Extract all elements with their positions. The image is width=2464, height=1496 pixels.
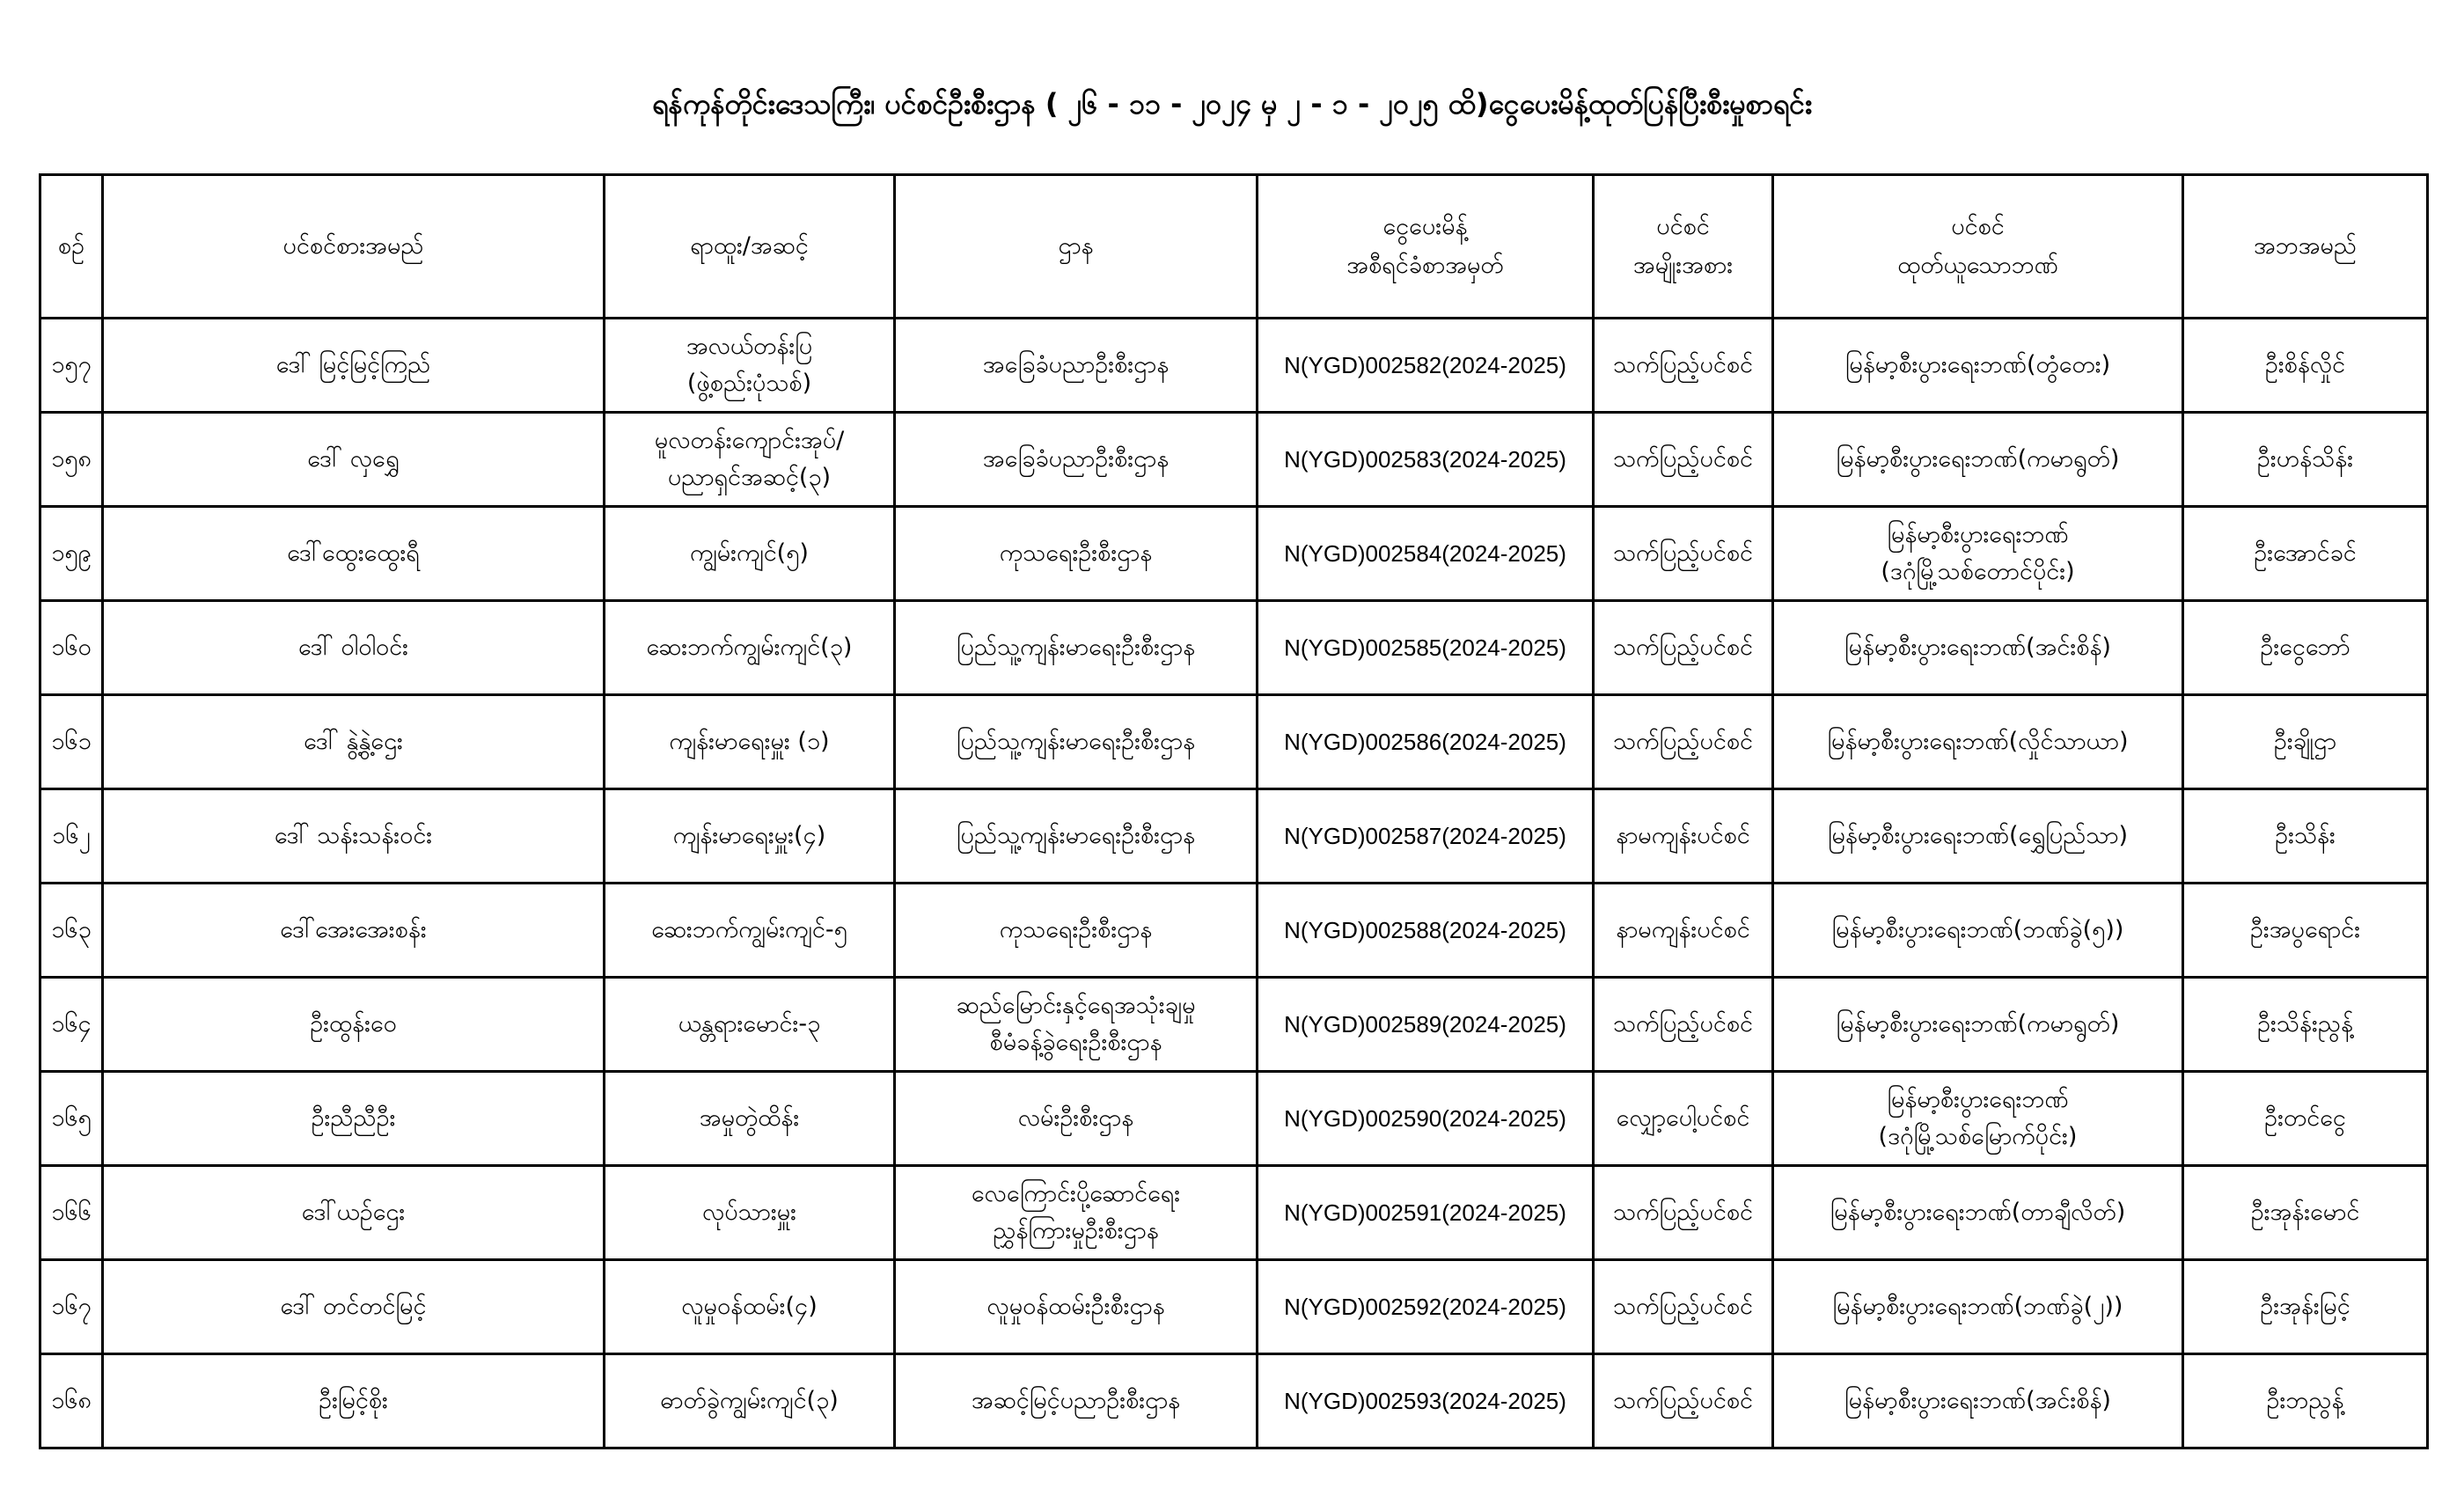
rank xyxy=(605,1260,895,1354)
department xyxy=(895,1072,1258,1166)
bank xyxy=(1773,1072,2183,1166)
rank xyxy=(605,507,895,601)
bank-line1: မြန်မာ့စီးပွားရေးဘဏ်(တာချီလိတ်) xyxy=(1830,1199,2126,1226)
rank xyxy=(605,789,895,884)
rank-line1: အလယ်တန်းပြ xyxy=(686,333,813,360)
table-row xyxy=(40,601,2428,695)
father-name: ဦးတင်ငွေ xyxy=(2183,1072,2428,1166)
bank xyxy=(1773,1260,2183,1354)
reference-number: N(YGD)002583(2024-2025) xyxy=(1258,413,1594,507)
father-name: ဦးဘညွန့် xyxy=(2183,1354,2428,1448)
bank xyxy=(1773,789,2183,884)
row-number: ၁၆၂ xyxy=(40,789,103,884)
father-name: ဦးသိန်း xyxy=(2183,789,2428,884)
header-reference-line1: ငွေပေးမိန့် xyxy=(1382,213,1468,240)
pensioner-name: ဦးညီညီဦး xyxy=(103,1072,605,1166)
pension-type: သက်ပြည့်ပင်စင် xyxy=(1594,1166,1773,1260)
rank-line1: လူမှုဝန်ထမ်း(၄) xyxy=(681,1293,818,1320)
reference-number: N(YGD)002589(2024-2025) xyxy=(1258,978,1594,1072)
pensioner-name: ဒေါ်အေးအေးစန်း xyxy=(103,884,605,978)
header-rank: ရာထူး/အဆင့် xyxy=(605,175,895,319)
row-number: ၁၆၈ xyxy=(40,1354,103,1448)
rank-line1: လုပ်သားမှူး xyxy=(701,1199,797,1226)
bank-line1: မြန်မာ့စီးပွားရေးဘဏ်(အင်းစိန်) xyxy=(1844,634,2111,661)
table-row xyxy=(40,978,2428,1072)
father-name: ဦးအောင်ခင် xyxy=(2183,507,2428,601)
table-row xyxy=(40,884,2428,978)
department-line1: လေကြောင်းပို့ဆောင်ရေး xyxy=(971,1180,1181,1207)
bank-line1: မြန်မာ့စီးပွားရေးဘဏ်(ဘဏ်ခွဲ(၅)) xyxy=(1831,916,2124,943)
table-row xyxy=(40,789,2428,884)
rank xyxy=(605,1354,895,1448)
department xyxy=(895,601,1258,695)
table-row xyxy=(40,413,2428,507)
department xyxy=(895,319,1258,413)
rank-line1: မူလတန်းကျောင်းအုပ်/ xyxy=(654,427,845,454)
pension-register-table xyxy=(39,173,2429,1449)
rank xyxy=(605,1166,895,1260)
department xyxy=(895,1166,1258,1260)
department-line1: အခြေခံပညာဦးစီးဌာန xyxy=(982,445,1170,473)
header-type-line2: အမျိုးအစား xyxy=(1632,252,1734,279)
pensioner-name: ဒေါ်ထွေးထွေးရီ xyxy=(103,507,605,601)
rank xyxy=(605,695,895,789)
rank-line1: ဆေးဘက်ကျွမ်းကျင်(၃) xyxy=(646,634,853,661)
header-bank-line2: ထုတ်ယူသောဘဏ် xyxy=(1897,252,2058,279)
reference-number: N(YGD)002591(2024-2025) xyxy=(1258,1166,1594,1260)
rank xyxy=(605,978,895,1072)
table-row xyxy=(40,319,2428,413)
department-line1: ပြည်သူ့ကျန်းမာရေးဦးစီးဌာန xyxy=(956,634,1196,661)
pension-type: သက်ပြည့်ပင်စင် xyxy=(1594,413,1773,507)
pension-type: သက်ပြည့်ပင်စင် xyxy=(1594,601,1773,695)
bank-line1: မြန်မာ့စီးပွားရေးဘဏ်(လှိုင်သာယာ) xyxy=(1827,728,2129,755)
header-type-line1: ပင်စင် xyxy=(1656,213,1710,240)
row-number: ၁၆၅ xyxy=(40,1072,103,1166)
rank-line1: ဆေးဘက်ကျွမ်းကျင်-၅ xyxy=(651,916,847,943)
row-number: ၁၆၄ xyxy=(40,978,103,1072)
table-body xyxy=(40,319,2428,1448)
rank-line1: ယန္တရားမောင်း-၃ xyxy=(678,1010,821,1038)
pension-type: နာမကျန်းပင်စင် xyxy=(1594,789,1773,884)
document-title: ရန်ကုန်တိုင်းဒေသကြီး၊ ပင်စင်ဦးစီးဌာန ( ၂၆ - ၁၁ - ၂၀၂၄ မှ ၂ - ၁ - ၂၀၂၅ ထိ)ငွေပေးမိန့်ထုတ်ပြန်ပြီးစီးမှုစာရင်း xyxy=(651,87,1813,121)
reference-number: N(YGD)002582(2024-2025) xyxy=(1258,319,1594,413)
bank-line1: မြန်မာ့စီးပွားရေးဘဏ်(ကမာရွတ်) xyxy=(1836,1010,2120,1038)
department-line1: အခြေခံပညာဦးစီးဌာန xyxy=(982,351,1170,378)
pension-type: နာမကျန်းပင်စင် xyxy=(1594,884,1773,978)
table-row xyxy=(40,507,2428,601)
rank-line2: ပညာရှင်အဆင့်(၃) xyxy=(667,464,832,491)
table-row xyxy=(40,1166,2428,1260)
header-bank-line1: ပင်စင် xyxy=(1951,213,2005,240)
header-reference xyxy=(1258,175,1594,319)
header-pension-type xyxy=(1594,175,1773,319)
bank-line1: မြန်မာ့စီးပွားရေးဘဏ်(ရွှေပြည်သာ) xyxy=(1827,822,2129,849)
row-number: ၁၆၆ xyxy=(40,1166,103,1260)
father-name: ဦးအုန်းမြင့် xyxy=(2183,1260,2428,1354)
header-department: ဌာန xyxy=(895,175,1258,319)
bank xyxy=(1773,413,2183,507)
department-line1: ဆည်မြောင်းနှင့်ရေအသုံးချမှု xyxy=(956,992,1196,1019)
pensioner-name: ဒေါ် သန်းသန်းဝင်း xyxy=(103,789,605,884)
bank-line1: မြန်မာ့စီးပွားရေးဘဏ် xyxy=(1887,1086,2069,1113)
reference-number: N(YGD)002584(2024-2025) xyxy=(1258,507,1594,601)
father-name: ဦးအုန်းမောင် xyxy=(2183,1166,2428,1260)
table-row xyxy=(40,695,2428,789)
department xyxy=(895,1354,1258,1448)
father-name: ဦးအပွရောင်း xyxy=(2183,884,2428,978)
bank xyxy=(1773,1166,2183,1260)
rank xyxy=(605,319,895,413)
bank xyxy=(1773,319,2183,413)
row-number: ၁၆၁ xyxy=(40,695,103,789)
header-father-name: အဘအမည် xyxy=(2183,175,2428,319)
department-line1: ပြည်သူ့ကျန်းမာရေးဦးစီးဌာန xyxy=(956,728,1196,755)
row-number: ၁၅၈ xyxy=(40,413,103,507)
row-number: ၁၆၃ xyxy=(40,884,103,978)
department-line1: ကုသရေးဦးစီးဌာန xyxy=(999,916,1153,943)
department-line1: လူမှုဝန်ထမ်းဦးစီးဌာန xyxy=(986,1293,1165,1320)
reference-number: N(YGD)002587(2024-2025) xyxy=(1258,789,1594,884)
department-line1: လမ်းဦးစီးဌာန xyxy=(1017,1104,1134,1132)
row-number: ၁၅၇ xyxy=(40,319,103,413)
pension-type: သက်ပြည့်ပင်စင် xyxy=(1594,978,1773,1072)
department-line1: ပြည်သူ့ကျန်းမာရေးဦးစီးဌာန xyxy=(956,822,1196,849)
reference-number: N(YGD)002586(2024-2025) xyxy=(1258,695,1594,789)
header-pensioner-name: ပင်စင်စားအမည် xyxy=(103,175,605,319)
row-number: ၁၆၇ xyxy=(40,1260,103,1354)
pension-type: သက်ပြည့်ပင်စင် xyxy=(1594,507,1773,601)
rank-line1: ကျွမ်းကျင်(၅) xyxy=(690,539,809,567)
department xyxy=(895,789,1258,884)
bank xyxy=(1773,978,2183,1072)
father-name: ဦးချိုဌာ xyxy=(2183,695,2428,789)
table-row xyxy=(40,1354,2428,1448)
pension-type: သက်ပြည့်ပင်စင် xyxy=(1594,319,1773,413)
rank-line2: (ဖွဲ့စည်းပုံသစ်) xyxy=(686,370,812,397)
bank-line1: မြန်မာ့စီးပွားရေးဘဏ် xyxy=(1887,521,2069,548)
reference-number: N(YGD)002593(2024-2025) xyxy=(1258,1354,1594,1448)
department xyxy=(895,1260,1258,1354)
department xyxy=(895,978,1258,1072)
pensioner-name: ဦးထွန်းဝေ xyxy=(103,978,605,1072)
header-no: စဉ် xyxy=(40,175,103,319)
bank-line1: မြန်မာ့စီးပွားရေးဘဏ်(ဘဏ်ခွဲ(၂)) xyxy=(1832,1293,2123,1320)
table-row xyxy=(40,1072,2428,1166)
department-line2: ညွှန်ကြားမှုဦးစီးဌာန xyxy=(993,1217,1159,1244)
pensioner-name: ဦးမြင့်စိုး xyxy=(103,1354,605,1448)
department xyxy=(895,884,1258,978)
bank-line1: မြန်မာ့စီးပွားရေးဘဏ်(ကမာရွတ်) xyxy=(1836,445,2120,473)
rank-line1: ဓာတ်ခွဲကျွမ်းကျင်(၃) xyxy=(660,1387,839,1414)
pensioner-name: ဒေါ် မြင့်မြင့်ကြည် xyxy=(103,319,605,413)
pensioner-name: ဒေါ် တင်တင်မြင့် xyxy=(103,1260,605,1354)
father-name: ဦးသိန်းညွန့် xyxy=(2183,978,2428,1072)
reference-number: N(YGD)002592(2024-2025) xyxy=(1258,1260,1594,1354)
rank xyxy=(605,1072,895,1166)
father-name: ဦးငွေဘော် xyxy=(2183,601,2428,695)
bank-line1: မြန်မာ့စီးပွားရေးဘဏ်(တွံတေး) xyxy=(1844,351,2111,378)
header-bank xyxy=(1773,175,2183,319)
department xyxy=(895,507,1258,601)
bank xyxy=(1773,1354,2183,1448)
bank xyxy=(1773,507,2183,601)
bank-line2: (ဒဂုံမြို့သစ်မြောက်ပိုင်း) xyxy=(1878,1123,2078,1150)
table-row xyxy=(40,1260,2428,1354)
row-number: ၁၆၀ xyxy=(40,601,103,695)
department-line1: ကုသရေးဦးစီးဌာန xyxy=(999,539,1153,567)
header-reference-line2: အစီရင်ခံစာအမှတ် xyxy=(1346,252,1504,279)
reference-number: N(YGD)002588(2024-2025) xyxy=(1258,884,1594,978)
pension-type: သက်ပြည့်ပင်စင် xyxy=(1594,1260,1773,1354)
department xyxy=(895,413,1258,507)
department-line1: အဆင့်မြင့်ပညာဦးစီးဌာန xyxy=(971,1387,1181,1414)
pension-type: လျှော့ပေါ့ပင်စင် xyxy=(1594,1072,1773,1166)
bank xyxy=(1773,884,2183,978)
header-row xyxy=(40,175,2428,319)
reference-number: N(YGD)002590(2024-2025) xyxy=(1258,1072,1594,1166)
bank xyxy=(1773,695,2183,789)
rank-line1: အမှုတွဲထိန်း xyxy=(699,1104,800,1132)
pensioner-name: ဒေါ် ဝါဝါဝင်း xyxy=(103,601,605,695)
department-line2: စီမံခန့်ခွဲရေးဦးစီးဌာန xyxy=(989,1029,1162,1056)
department xyxy=(895,695,1258,789)
pension-type: သက်ပြည့်ပင်စင် xyxy=(1594,695,1773,789)
pensioner-name: ဒေါ် နွဲ့နွဲ့ဌေး xyxy=(103,695,605,789)
rank xyxy=(605,413,895,507)
rank xyxy=(605,884,895,978)
father-name: ဦးစိန်လှိုင် xyxy=(2183,319,2428,413)
bank-line1: မြန်မာ့စီးပွားရေးဘဏ်(အင်းစိန်) xyxy=(1844,1387,2111,1414)
rank-line1: ကျန်းမာရေးမှူး (၁) xyxy=(669,728,830,755)
bank-line2: (ဒဂုံမြို့သစ်တောင်ပိုင်း) xyxy=(1881,558,2075,585)
pension-type: သက်ပြည့်ပင်စင် xyxy=(1594,1354,1773,1448)
pensioner-name: ဒေါ်ယဉ်ဌေး xyxy=(103,1166,605,1260)
rank-line1: ကျန်းမာရေးမှူး(၄) xyxy=(672,822,826,849)
bank xyxy=(1773,601,2183,695)
rank xyxy=(605,601,895,695)
reference-number: N(YGD)002585(2024-2025) xyxy=(1258,601,1594,695)
father-name: ဦးဟန်သိန်း xyxy=(2183,413,2428,507)
pensioner-name: ဒေါ် လှရွှေ xyxy=(103,413,605,507)
row-number: ၁၅၉ xyxy=(40,507,103,601)
